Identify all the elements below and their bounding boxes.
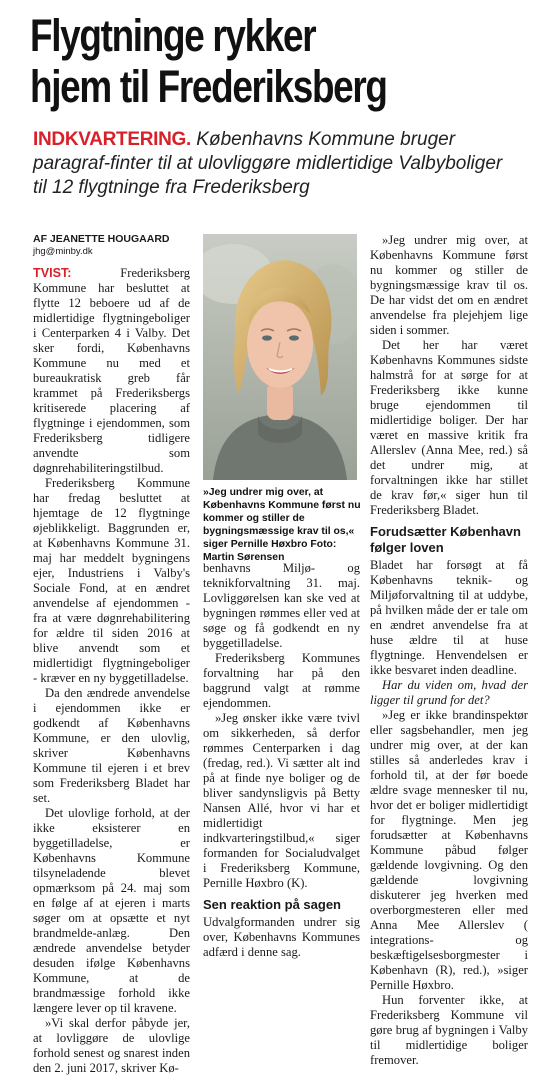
col2-paragraph-4: Udvalgformanden undrer sig over, Københavns Kommunes adfærd i denne sag. xyxy=(203,915,360,959)
headline-line-2: hjem til Frederiksberg xyxy=(30,61,387,112)
col3-question: Har du viden om, hvad der ligger til grund for det? xyxy=(370,678,528,707)
col3-paragraph-2: Det her har været Københavns Kommunes sidste halmstrå for at sørge for at Frederiksberg ikke kunne bruge ejendommen til midlertidige boliger. Der har været en massive kritik fra Allerslev (Anna Mee, red.) så det undrer mig, at forvaltningen ikke har stillet de krav før,« siger hun til Frederiksberg Bladet. xyxy=(370,338,528,517)
portrait-illustration xyxy=(203,234,357,480)
col2-paragraph-1: benhavns Miljø- og teknikforvaltning 31. maj. Lovliggørelsen kan ske ved at bygningen rømmes eller ved at søge og få godkendt en ny byggetilladelse. xyxy=(203,561,360,650)
col1-paragraph-1 xyxy=(33,266,190,476)
byline-name: AF JEANETTE HOUGAARD xyxy=(33,233,170,245)
col1-paragraph-5: »Vi skal derfor påbyde jer, at lovliggøre de ulovlige forhold senest og snarest inden den 2. juni 2017, skriver Kø- xyxy=(33,1016,190,1075)
headline-line-1: Flygtninge rykker xyxy=(30,10,316,61)
col1-paragraph-2: Frederiksberg Kommune har fredag besluttet at hjemtage de 12 flygtninge øjeblikkeligt. Baggrunden er, at Københavns Kommune 31. maj har meddelt bygningens ejer, Industriens i Valby's Sociale Fond, at en ændret anvendelse af ejendommen - fra at være døgnrehabilitering for ældre til siden 2016 at blive anvendt som et midlertidigt flygtningeboliger - kræver en ny byggetilladelse. xyxy=(33,476,190,685)
col3-paragraph-3: Bladet har forsøgt at få Københavns teknik- og Miljøforvaltning til at uddybe, på hvilken måde der er tale om en ændret anvendelse fra at huse ældre til at huse flygtninge. Henvendelsen er ikke besvaret inden deadline. xyxy=(370,558,528,677)
headline xyxy=(30,10,440,112)
col1-paragraph-3: Da den ændrede anvendelse i ejendommen ikke er godkendt af Københavns Kommune, er den ulovlig, skriver Københavns Kommune til ejeren i et brev som Frederiksberg Bladet har set. xyxy=(33,686,190,805)
col1-paragraph-4: Det ulovlige forhold, at der ikke eksisterer en byggetilladelse, er Københavns Kommune tilsyneladende blevet opmærksom på 24. maj som en følge af at ejeren i marts søger om at opsætte et nyt brandmelde-anlæg. Den ændrede anvendelse betyder desuden ifølge Københavns Kommune, at de brandmæssige forhold ikke længere lever op til kravene. xyxy=(33,806,190,1015)
deck xyxy=(33,128,513,200)
col3-paragraph-5: Hun forventer ikke, at Frederiksberg Kommune vil gøre brug af bygningen i Valby til midlertidige boliger fremover. xyxy=(370,993,528,1067)
portrait-photo xyxy=(203,234,357,480)
col3-paragraph-4: »Jeg er ikke brandinspektør eller sagsbehandler, men jeg undrer mig over, at der kan stilles så anderledes krav i forhold til, at der før boede ældre svage mennesker til nu, hvor det er boliger midlertidigt for flygtninge. Men jeg forudsætter at Københavns Kommune påbud følger gældende lovgivning. Og den gældende lovgivning diskuterer jeg hverken med overborgmesteren eller med Anna Mee Allerslev ( integrations- og beskæftigelsesborgmester i København (R), red.), »siger Pernille Høxbro. xyxy=(370,708,528,992)
column-3 xyxy=(370,233,528,1068)
byline-email: jhg@minby.dk xyxy=(33,246,93,257)
col2-subheading: Sen reaktion på sagen xyxy=(203,897,341,912)
col2-paragraph-3: »Jeg ønsker ikke være tvivl om sikkerheden, så derfor rømmes Centerparken i dag (fredag, red.). Vi sætter alt ind på at finde nye boliger og de bliver sandynsligvis på Betty Nansen Allé, hvor vi har et midlertidigt indkvarteringstilbud,« siger formanden for Socialudvalget i Frederiksberg Kommune, Pernille Høxbro (K). xyxy=(203,711,360,890)
column-1 xyxy=(33,232,190,1076)
col3-subheading: Forudsætter København følger loven xyxy=(370,524,521,555)
deck-kicker: INDKVARTERING. xyxy=(33,129,192,150)
col1-paragraph-1-text: Frederiksberg Kommune har besluttet at flytte 12 beboere ud af de midlertidige flygtningeboliger i Centerparken 4 i Valby. Det sker fordi, Københavns Kommune nu med et bureaukratisk greb får krammet på Frederiksbergs kritiserede placering af flygtninge i ejendommen, som Frederiksberg tidligere anvendte som døgnrehabiliteringstilbud. xyxy=(33,266,190,475)
col3-paragraph-1: »Jeg undrer mig over, at Københavns Kommune først nu kommer og stiller de bygningsmæssige krav til os. De har vidst det om en ændret anvendelse fra plejehjem lige siden i sommer. xyxy=(370,233,528,337)
deck-text: Københavns Kommune bruger paragraf-finter til at ulovliggøre midlertidige Valbyboliger til 12 flygtninge fra Frederiksberg xyxy=(33,129,503,198)
col2-paragraph-2: Frederiksberg Kommunes forvaltning har på den baggrund valgt at rømme ejendommen. xyxy=(203,651,360,710)
photo-caption: »Jeg undrer mig over, at Københavns Kommune først nu kommer og stiller de bygningsmæssige krav til os,« siger Pernille Høxbro Foto: Martin Sørensen xyxy=(203,487,361,563)
column-2 xyxy=(203,561,360,960)
tvist-tag: TVIST: xyxy=(33,266,72,280)
